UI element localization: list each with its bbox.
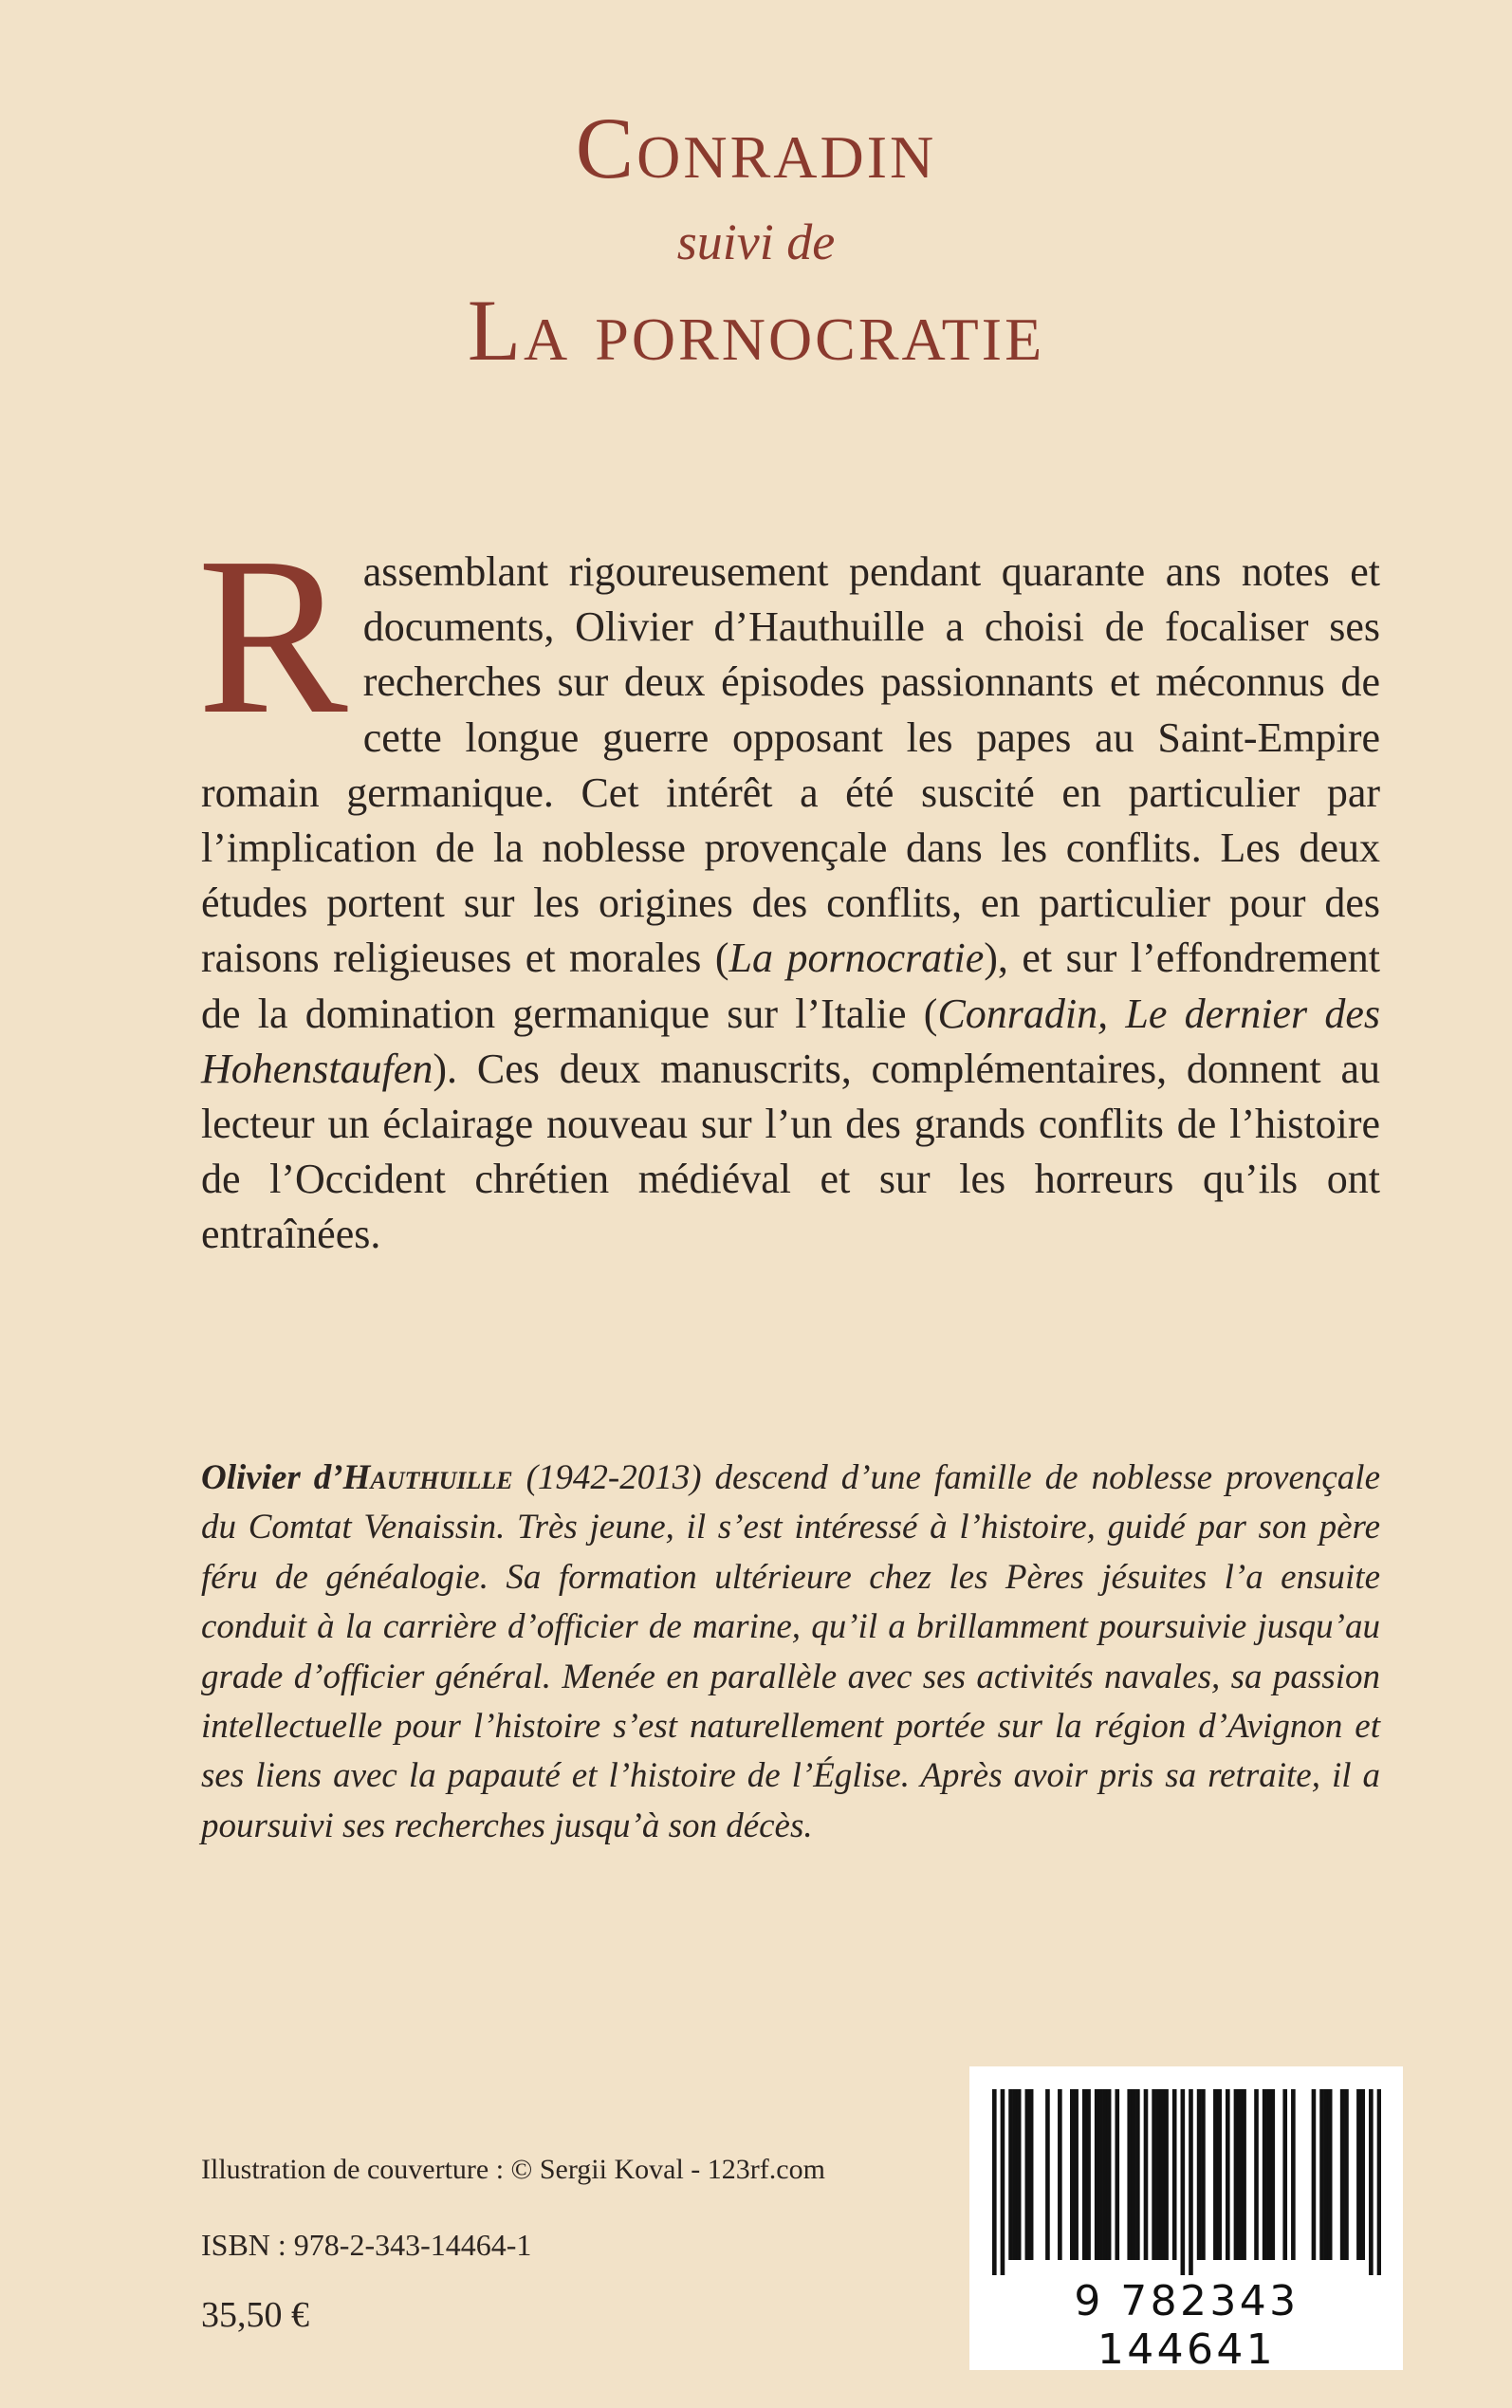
- barcode-bar: [1029, 2089, 1034, 2260]
- barcode-bar: [1115, 2089, 1119, 2260]
- barcode-bar: [1164, 2089, 1169, 2260]
- barcode-bar: [1103, 2089, 1108, 2260]
- barcode-bar: [1017, 2089, 1022, 2260]
- barcode-bars: [992, 2089, 1381, 2275]
- barcode-bar: [1217, 2089, 1222, 2260]
- barcode-bar: [1160, 2089, 1165, 2260]
- barcode: [969, 2066, 1403, 2374]
- summary-title-ref-1: La pornocratie: [728, 935, 985, 982]
- barcode-bar: [1213, 2089, 1218, 2260]
- illustration-credit: Illustration de couverture : © Sergii Koval - 123rf.com: [201, 2154, 825, 2185]
- barcode-bar: [1340, 2089, 1345, 2260]
- barcode-bar: [1082, 2089, 1087, 2260]
- barcode-bar: [1238, 2089, 1243, 2260]
- barcode-bar: [1360, 2089, 1365, 2260]
- author-bio: [201, 1454, 1380, 1851]
- barcode-bar: [1226, 2089, 1230, 2260]
- summary-text-3: ). Ces deux manuscrits, complémentaires, donnent au lecteur un éclairage nouveau sur l’un des grands conflits de l’histoire de l’Occident chrétien médiéval et sur les horreurs qu’ils ont entraînées.: [201, 1045, 1380, 1258]
- bio-text: (1942-2013) descend d’une famille de noblesse provençale du Comtat Venaissin. Très jeune, il s’est intéressé à l’histoire, guidé par son père féru de généalogie. Sa formation ultérieure chez les Pères jésuites l’a ensuite conduit à la carrière d’officier de marine, qu’il a brillamment poursuivie jusqu’au grade d’officier général. Menée en parallèle avec ses activités navales, sa passion intellectuelle pour l’histoire s’est naturellement portée sur la région d’Avignon et ses liens avec la papauté et l’histoire de l’Église. Après avoir pris sa retraite, il a poursuivi ses recherches jusqu’à son décès.: [201, 1458, 1380, 1845]
- barcode-bar: [1172, 2089, 1177, 2260]
- barcode-bar: [1263, 2089, 1267, 2260]
- barcode-bar: [1025, 2089, 1030, 2260]
- barcode-bar: [1045, 2089, 1050, 2260]
- barcode-bar: [1282, 2089, 1287, 2260]
- barcode-bar: [1324, 2089, 1329, 2260]
- barcode-bar: [1013, 2089, 1018, 2260]
- barcode-bar: [1144, 2089, 1149, 2260]
- barcode-bar: [1291, 2089, 1296, 2260]
- book-title-2: La pornocratie: [467, 282, 1045, 379]
- barcode-bar: [1319, 2089, 1324, 2260]
- summary-title-ref-2: Conradin, Le dernier des Hohenstaufen: [201, 990, 1380, 1092]
- barcode-bar: [1377, 2089, 1381, 2275]
- barcode-bar: [1270, 2089, 1275, 2260]
- barcode-bar: [1156, 2089, 1161, 2260]
- barcode-bar: [1074, 2089, 1079, 2260]
- author-last-name: Hauthuille: [342, 1458, 513, 1497]
- barcode-bar: [1008, 2089, 1013, 2260]
- isbn: ISBN : 978-2-343-14464-1: [201, 2228, 532, 2262]
- barcode-bar: [1095, 2089, 1099, 2260]
- summary-text-2: ), et sur l’effondrement de la domination germanique sur l’Italie (: [201, 935, 1380, 1037]
- author-first-name: Olivier d’: [201, 1458, 343, 1497]
- barcode-bar: [1181, 2089, 1186, 2275]
- barcode-bar: [1086, 2089, 1091, 2260]
- barcode-bar: [1132, 2089, 1136, 2260]
- barcode-bar: [1152, 2089, 1156, 2260]
- barcode-bar: [1369, 2089, 1374, 2275]
- barcode-digits: 9 782343 144641: [1074, 2277, 1300, 2374]
- barcode-bar: [1356, 2089, 1361, 2260]
- barcode-bar: [1058, 2089, 1062, 2260]
- barcode-bar: [1242, 2089, 1246, 2260]
- summary-paragraph: [197, 511, 1380, 1263]
- barcode-bar: [1189, 2089, 1193, 2275]
- barcode-bar: [1312, 2089, 1317, 2260]
- drop-cap: R: [197, 511, 348, 761]
- barcode-bar: [1328, 2089, 1333, 2260]
- subtitle-connector: suivi de: [676, 213, 836, 270]
- price: 35,50 €: [201, 2295, 309, 2335]
- barcode-bar: [1001, 2089, 1005, 2275]
- barcode-bar: [1107, 2089, 1112, 2260]
- barcode-bar: [1197, 2089, 1202, 2260]
- barcode-bar: [1254, 2089, 1259, 2260]
- barcode-bar: [1098, 2089, 1103, 2260]
- barcode-bar: [1234, 2089, 1239, 2260]
- barcode-bar: [992, 2089, 997, 2275]
- barcode-bar: [1344, 2089, 1349, 2260]
- author-name: [201, 1458, 513, 1497]
- barcode-bar: [1135, 2089, 1140, 2260]
- barcode-bar: [1070, 2089, 1075, 2260]
- barcode-bar: [1201, 2089, 1206, 2260]
- barcode-bar: [1127, 2089, 1132, 2260]
- summary-text-1: assemblant rigoureusement pendant quarante ans notes et documents, Olivier d’Hauthuille a choisi de focaliser ses recherches sur deux épisodes passionnants et méconnus de cette longue guerre opposant les papes au Saint-Empire romain germanique. Cet intérêt a été suscité en particulier par l’implication de la noblesse provençale dans les conflits. Les deux études portent sur les origines des conflits, en particulier pour des raisons religieuses et morales (: [201, 548, 1380, 982]
- book-title: Conradin: [575, 100, 937, 196]
- barcode-bar: [1266, 2089, 1271, 2260]
